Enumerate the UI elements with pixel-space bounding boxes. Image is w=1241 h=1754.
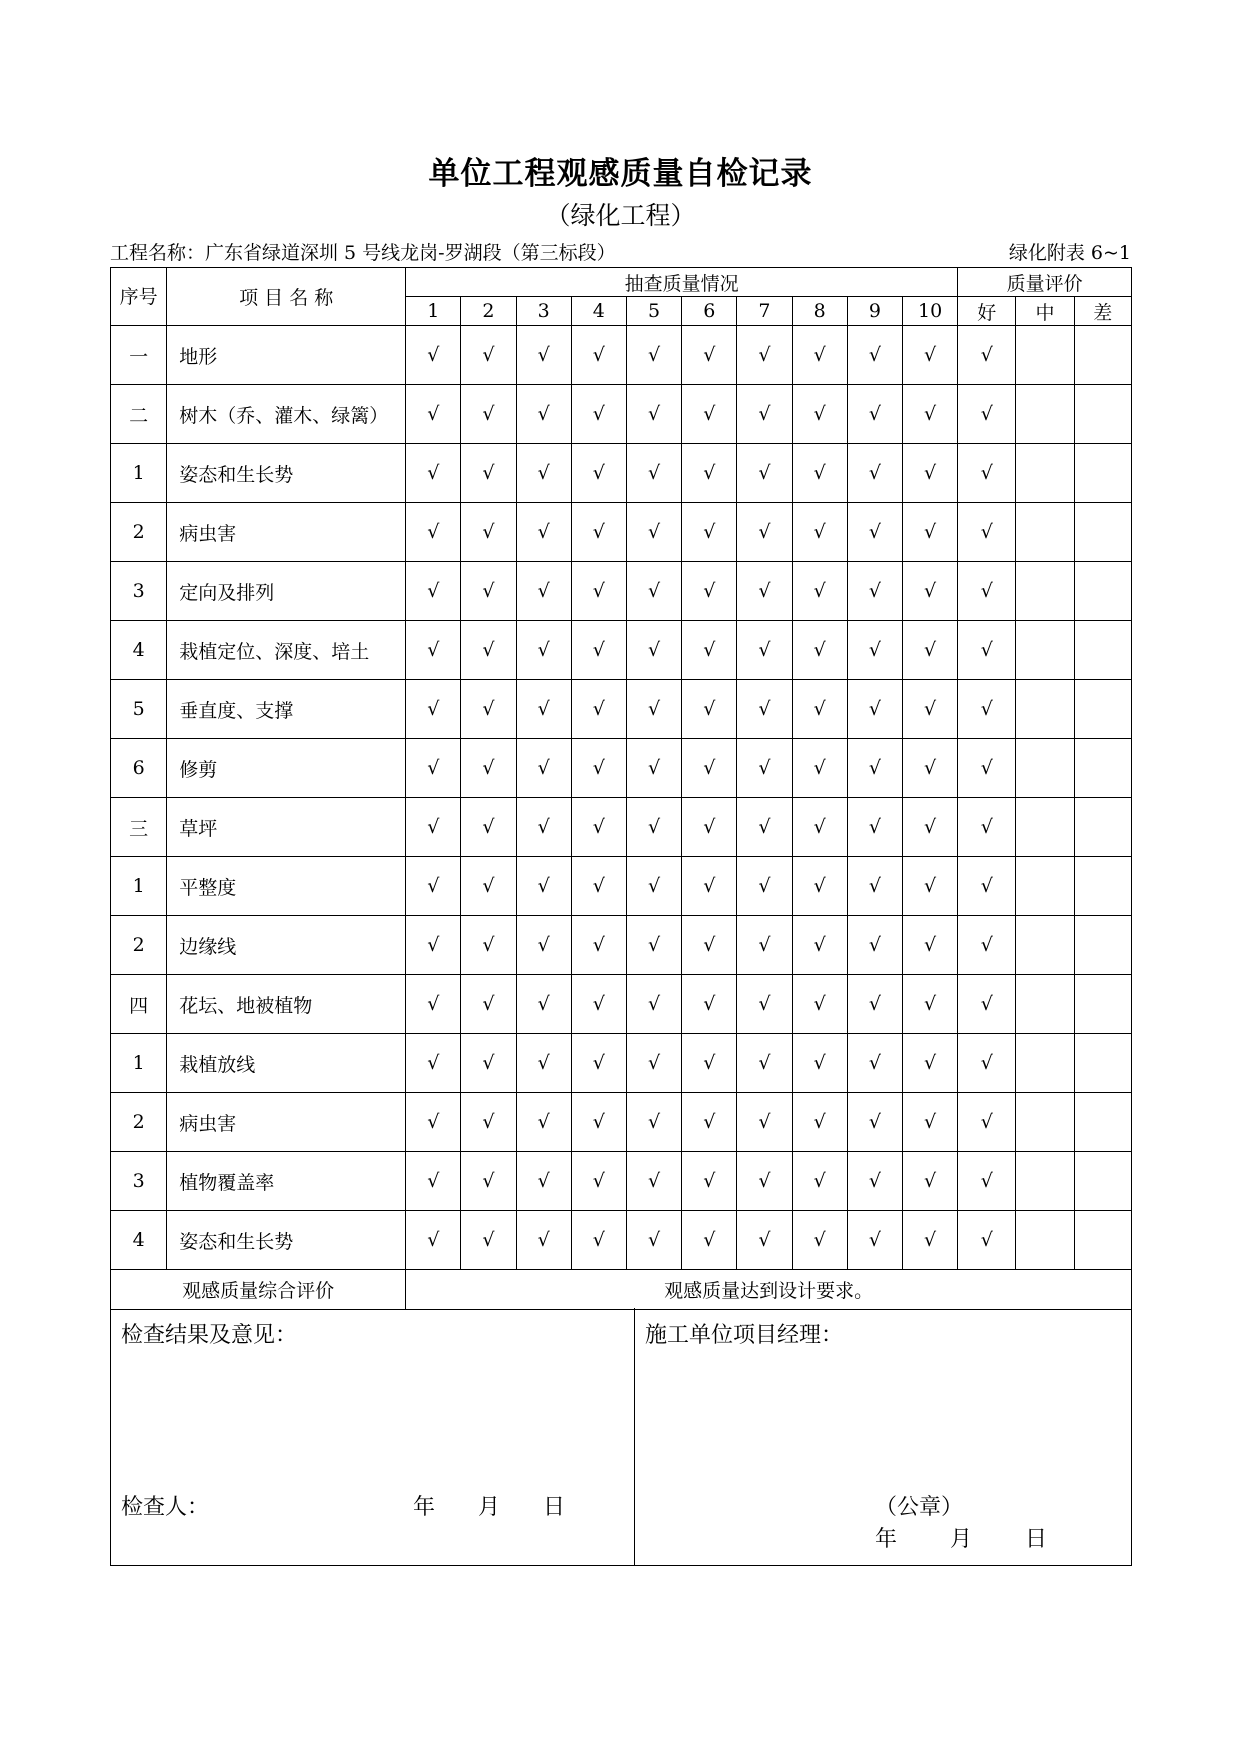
table-row [111, 1034, 1132, 1093]
row-seq: 一 [111, 326, 167, 385]
check-mark: √ [902, 857, 957, 916]
check-mark: √ [626, 739, 681, 798]
table-row [111, 326, 1132, 385]
table-row [111, 916, 1132, 975]
header-sample-2: 2 [461, 297, 516, 326]
row-name: 栽植定位、深度、培土 [167, 621, 406, 680]
check-mark: √ [847, 385, 902, 444]
grade-poor [1074, 916, 1131, 975]
check-mark: √ [902, 503, 957, 562]
row-name: 定向及排列 [167, 562, 406, 621]
check-mark: √ [902, 1093, 957, 1152]
check-mark: √ [902, 680, 957, 739]
check-mark: √ [461, 975, 516, 1034]
check-mark: √ [902, 798, 957, 857]
manager-date [875, 1522, 1047, 1553]
check-mark: √ [516, 1034, 571, 1093]
table-row [111, 798, 1132, 857]
check-mark: √ [847, 680, 902, 739]
check-mark: √ [626, 857, 681, 916]
check-mark: √ [737, 1152, 792, 1211]
header-grade-poor: 差 [1074, 297, 1131, 326]
check-mark: √ [737, 1093, 792, 1152]
grade-poor [1074, 1093, 1131, 1152]
check-mark: √ [902, 916, 957, 975]
check-mark: √ [571, 680, 626, 739]
grade-medium [1016, 1211, 1074, 1270]
check-mark: √ [737, 621, 792, 680]
grade-good: √ [958, 444, 1016, 503]
check-mark: √ [902, 621, 957, 680]
summary-label: 观感质量综合评价 [111, 1270, 406, 1310]
check-mark: √ [626, 621, 681, 680]
grade-good: √ [958, 1093, 1016, 1152]
check-mark: √ [792, 739, 847, 798]
grade-poor [1074, 798, 1131, 857]
check-mark: √ [792, 326, 847, 385]
grade-medium [1016, 1034, 1074, 1093]
grade-medium [1016, 385, 1074, 444]
header-seq: 序号 [111, 268, 167, 326]
header-sample-9: 9 [847, 297, 902, 326]
row-seq: 5 [111, 680, 167, 739]
check-mark: √ [516, 621, 571, 680]
check-mark: √ [737, 385, 792, 444]
check-mark: √ [737, 857, 792, 916]
check-mark: √ [626, 562, 681, 621]
check-mark: √ [792, 444, 847, 503]
check-mark: √ [902, 1034, 957, 1093]
header-sample-1: 1 [406, 297, 461, 326]
header-sampling: 抽查质量情况 [406, 268, 958, 297]
row-seq: 3 [111, 562, 167, 621]
check-mark: √ [406, 1093, 461, 1152]
grade-poor [1074, 1211, 1131, 1270]
check-mark: √ [406, 444, 461, 503]
table-row [111, 444, 1132, 503]
header-sample-3: 3 [516, 297, 571, 326]
row-name: 病虫害 [167, 1093, 406, 1152]
check-mark: √ [516, 1093, 571, 1152]
check-mark: √ [571, 916, 626, 975]
check-mark: √ [626, 1211, 681, 1270]
grade-medium [1016, 444, 1074, 503]
header-sample-7: 7 [737, 297, 792, 326]
check-mark: √ [626, 1093, 681, 1152]
check-mark: √ [406, 680, 461, 739]
grade-medium [1016, 975, 1074, 1034]
table-row [111, 1152, 1132, 1211]
row-seq: 2 [111, 916, 167, 975]
check-mark: √ [461, 503, 516, 562]
check-mark: √ [792, 503, 847, 562]
grade-good: √ [958, 916, 1016, 975]
grade-good: √ [958, 621, 1016, 680]
check-mark: √ [682, 739, 737, 798]
check-mark: √ [792, 385, 847, 444]
check-mark: √ [792, 680, 847, 739]
check-mark: √ [516, 916, 571, 975]
check-mark: √ [626, 385, 681, 444]
check-mark: √ [847, 739, 902, 798]
check-mark: √ [902, 385, 957, 444]
check-mark: √ [516, 444, 571, 503]
table-row [111, 975, 1132, 1034]
grade-poor [1074, 503, 1131, 562]
check-mark: √ [847, 1034, 902, 1093]
row-name: 植物覆盖率 [167, 1152, 406, 1211]
grade-good: √ [958, 385, 1016, 444]
check-mark: √ [461, 916, 516, 975]
grade-good: √ [958, 739, 1016, 798]
grade-medium [1016, 1093, 1074, 1152]
signature-section [110, 1308, 1132, 1566]
check-mark: √ [792, 916, 847, 975]
check-mark: √ [516, 503, 571, 562]
grade-good: √ [958, 562, 1016, 621]
row-name: 花坛、地被植物 [167, 975, 406, 1034]
row-seq: 四 [111, 975, 167, 1034]
check-mark: √ [902, 444, 957, 503]
check-mark: √ [682, 444, 737, 503]
summary-value: 观感质量达到设计要求。 [406, 1270, 1132, 1310]
row-seq: 1 [111, 444, 167, 503]
inspection-label: 检查结果及意见： [121, 1323, 298, 1348]
row-seq: 6 [111, 739, 167, 798]
check-mark: √ [847, 1093, 902, 1152]
grade-good: √ [958, 503, 1016, 562]
check-mark: √ [571, 1034, 626, 1093]
grade-poor [1074, 1034, 1131, 1093]
table-row [111, 503, 1132, 562]
check-mark: √ [461, 562, 516, 621]
header-sample-8: 8 [792, 297, 847, 326]
check-mark: √ [571, 975, 626, 1034]
summary-row [111, 1270, 1132, 1310]
grade-medium [1016, 739, 1074, 798]
check-mark: √ [626, 798, 681, 857]
check-mark: √ [406, 385, 461, 444]
check-mark: √ [571, 1211, 626, 1270]
check-mark: √ [902, 1152, 957, 1211]
check-mark: √ [571, 503, 626, 562]
table-row [111, 1211, 1132, 1270]
manager-label: 施工单位项目经理： [645, 1323, 844, 1348]
check-mark: √ [682, 798, 737, 857]
check-mark: √ [737, 1034, 792, 1093]
grade-medium [1016, 326, 1074, 385]
grade-medium [1016, 916, 1074, 975]
check-mark: √ [571, 444, 626, 503]
check-mark: √ [461, 1093, 516, 1152]
check-mark: √ [847, 916, 902, 975]
check-mark: √ [682, 1093, 737, 1152]
check-mark: √ [682, 385, 737, 444]
year-label: 年 [413, 1495, 436, 1520]
header-grade-good: 好 [958, 297, 1016, 326]
check-mark: √ [847, 444, 902, 503]
row-seq: 3 [111, 1152, 167, 1211]
check-mark: √ [737, 562, 792, 621]
check-mark: √ [626, 444, 681, 503]
check-mark: √ [737, 739, 792, 798]
check-mark: √ [792, 1152, 847, 1211]
row-name: 草坪 [167, 798, 406, 857]
check-mark: √ [847, 503, 902, 562]
grade-medium [1016, 857, 1074, 916]
grade-poor [1074, 444, 1131, 503]
check-mark: √ [516, 562, 571, 621]
check-mark: √ [737, 916, 792, 975]
check-mark: √ [626, 1152, 681, 1211]
check-mark: √ [737, 975, 792, 1034]
check-mark: √ [737, 680, 792, 739]
row-name: 栽植放线 [167, 1034, 406, 1093]
grade-poor [1074, 385, 1131, 444]
day-label: 日 [543, 1495, 566, 1520]
check-mark: √ [902, 562, 957, 621]
header-grade-medium: 中 [1016, 297, 1074, 326]
check-mark: √ [902, 739, 957, 798]
check-mark: √ [406, 562, 461, 621]
grade-medium [1016, 562, 1074, 621]
day-label: 日 [1025, 1527, 1048, 1552]
project-name: 工程名称：广东省绿道深圳 5 号线龙岗-罗湖段（第三标段） [110, 242, 616, 264]
check-mark: √ [516, 1152, 571, 1211]
row-name: 病虫害 [167, 503, 406, 562]
check-mark: √ [847, 562, 902, 621]
check-mark: √ [682, 503, 737, 562]
check-mark: √ [571, 739, 626, 798]
check-mark: √ [792, 621, 847, 680]
check-mark: √ [682, 1034, 737, 1093]
check-mark: √ [461, 1034, 516, 1093]
check-mark: √ [792, 1034, 847, 1093]
check-mark: √ [406, 326, 461, 385]
check-mark: √ [737, 798, 792, 857]
header-evaluation: 质量评价 [958, 268, 1132, 297]
table-row [111, 562, 1132, 621]
grade-good: √ [958, 798, 1016, 857]
check-mark: √ [847, 798, 902, 857]
grade-medium [1016, 503, 1074, 562]
row-seq: 三 [111, 798, 167, 857]
month-label: 月 [478, 1495, 501, 1520]
grade-medium [1016, 798, 1074, 857]
grade-poor [1074, 857, 1131, 916]
row-name: 树木（乔、灌木、绿篱） [167, 385, 406, 444]
header-sample-6: 6 [682, 297, 737, 326]
check-mark: √ [406, 503, 461, 562]
check-mark: √ [571, 621, 626, 680]
row-seq: 4 [111, 621, 167, 680]
row-name: 平整度 [167, 857, 406, 916]
check-mark: √ [737, 503, 792, 562]
check-mark: √ [626, 680, 681, 739]
check-mark: √ [792, 857, 847, 916]
check-mark: √ [406, 975, 461, 1034]
check-mark: √ [516, 857, 571, 916]
grade-good: √ [958, 975, 1016, 1034]
check-mark: √ [847, 326, 902, 385]
grade-medium [1016, 621, 1074, 680]
header-sample-10: 10 [902, 297, 957, 326]
table-row [111, 621, 1132, 680]
grade-medium [1016, 1152, 1074, 1211]
check-mark: √ [461, 1211, 516, 1270]
table-row [111, 739, 1132, 798]
check-mark: √ [406, 857, 461, 916]
grade-poor [1074, 739, 1131, 798]
year-label: 年 [875, 1527, 898, 1552]
check-mark: √ [461, 798, 516, 857]
check-mark: √ [516, 385, 571, 444]
check-mark: √ [682, 562, 737, 621]
check-mark: √ [792, 798, 847, 857]
appendix-number: 绿化附表 6~1 [1008, 242, 1131, 264]
table-row [111, 857, 1132, 916]
check-mark: √ [626, 326, 681, 385]
page-subtitle: （绿化工程） [545, 201, 696, 230]
check-mark: √ [461, 385, 516, 444]
check-mark: √ [571, 562, 626, 621]
header-sample-4: 4 [571, 297, 626, 326]
check-mark: √ [461, 857, 516, 916]
check-mark: √ [461, 326, 516, 385]
check-mark: √ [406, 621, 461, 680]
row-name: 姿态和生长势 [167, 1211, 406, 1270]
month-label: 月 [950, 1527, 973, 1552]
check-mark: √ [792, 1093, 847, 1152]
check-mark: √ [461, 680, 516, 739]
check-mark: √ [406, 739, 461, 798]
check-mark: √ [792, 562, 847, 621]
grade-medium [1016, 680, 1074, 739]
check-mark: √ [902, 1211, 957, 1270]
check-mark: √ [902, 975, 957, 1034]
table-row [111, 680, 1132, 739]
check-mark: √ [516, 798, 571, 857]
check-mark: √ [792, 1211, 847, 1270]
grade-good: √ [958, 1152, 1016, 1211]
check-mark: √ [406, 1034, 461, 1093]
row-name: 修剪 [167, 739, 406, 798]
row-seq: 1 [111, 1034, 167, 1093]
check-mark: √ [571, 1152, 626, 1211]
row-seq: 1 [111, 857, 167, 916]
inspector-label: 检查人： [121, 1495, 210, 1520]
grade-good: √ [958, 1211, 1016, 1270]
inspection-table [110, 267, 1132, 1310]
check-mark: √ [571, 326, 626, 385]
check-mark: √ [571, 385, 626, 444]
manager-box [635, 1308, 1133, 1565]
check-mark: √ [406, 798, 461, 857]
row-seq: 4 [111, 1211, 167, 1270]
check-mark: √ [682, 621, 737, 680]
inspection-date [413, 1490, 565, 1521]
grade-poor [1074, 680, 1131, 739]
check-mark: √ [406, 1211, 461, 1270]
check-mark: √ [847, 1152, 902, 1211]
grade-good: √ [958, 326, 1016, 385]
row-name: 姿态和生长势 [167, 444, 406, 503]
check-mark: √ [571, 857, 626, 916]
header-name: 项 目 名 称 [167, 268, 406, 326]
check-mark: √ [847, 621, 902, 680]
row-name: 边缘线 [167, 916, 406, 975]
check-mark: √ [847, 975, 902, 1034]
row-seq: 2 [111, 1093, 167, 1152]
check-mark: √ [406, 1152, 461, 1211]
check-mark: √ [682, 916, 737, 975]
check-mark: √ [737, 1211, 792, 1270]
grade-poor [1074, 562, 1131, 621]
check-mark: √ [461, 1152, 516, 1211]
check-mark: √ [516, 326, 571, 385]
grade-good: √ [958, 680, 1016, 739]
row-seq: 二 [111, 385, 167, 444]
check-mark: √ [682, 975, 737, 1034]
check-mark: √ [847, 1211, 902, 1270]
check-mark: √ [516, 739, 571, 798]
check-mark: √ [571, 1093, 626, 1152]
inspection-box [111, 1308, 635, 1565]
check-mark: √ [626, 916, 681, 975]
check-mark: √ [792, 975, 847, 1034]
grade-poor [1074, 1152, 1131, 1211]
row-name: 地形 [167, 326, 406, 385]
check-mark: √ [461, 621, 516, 680]
check-mark: √ [682, 857, 737, 916]
check-mark: √ [682, 326, 737, 385]
check-mark: √ [516, 680, 571, 739]
grade-poor [1074, 975, 1131, 1034]
check-mark: √ [626, 503, 681, 562]
check-mark: √ [902, 326, 957, 385]
grade-poor [1074, 326, 1131, 385]
table-row [111, 1093, 1132, 1152]
check-mark: √ [406, 916, 461, 975]
row-name: 垂直度、支撑 [167, 680, 406, 739]
page-title: 单位工程观感质量自检记录 [428, 156, 813, 192]
header-sample-5: 5 [626, 297, 681, 326]
check-mark: √ [682, 1211, 737, 1270]
grade-poor [1074, 621, 1131, 680]
check-mark: √ [682, 680, 737, 739]
check-mark: √ [737, 444, 792, 503]
check-mark: √ [461, 444, 516, 503]
check-mark: √ [571, 798, 626, 857]
check-mark: √ [516, 975, 571, 1034]
check-mark: √ [516, 1211, 571, 1270]
table-row [111, 385, 1132, 444]
grade-good: √ [958, 1034, 1016, 1093]
check-mark: √ [626, 1034, 681, 1093]
check-mark: √ [847, 857, 902, 916]
seal-label: （公章） [875, 1495, 964, 1520]
check-mark: √ [626, 975, 681, 1034]
check-mark: √ [737, 326, 792, 385]
row-seq: 2 [111, 503, 167, 562]
check-mark: √ [461, 739, 516, 798]
grade-good: √ [958, 857, 1016, 916]
check-mark: √ [682, 1152, 737, 1211]
